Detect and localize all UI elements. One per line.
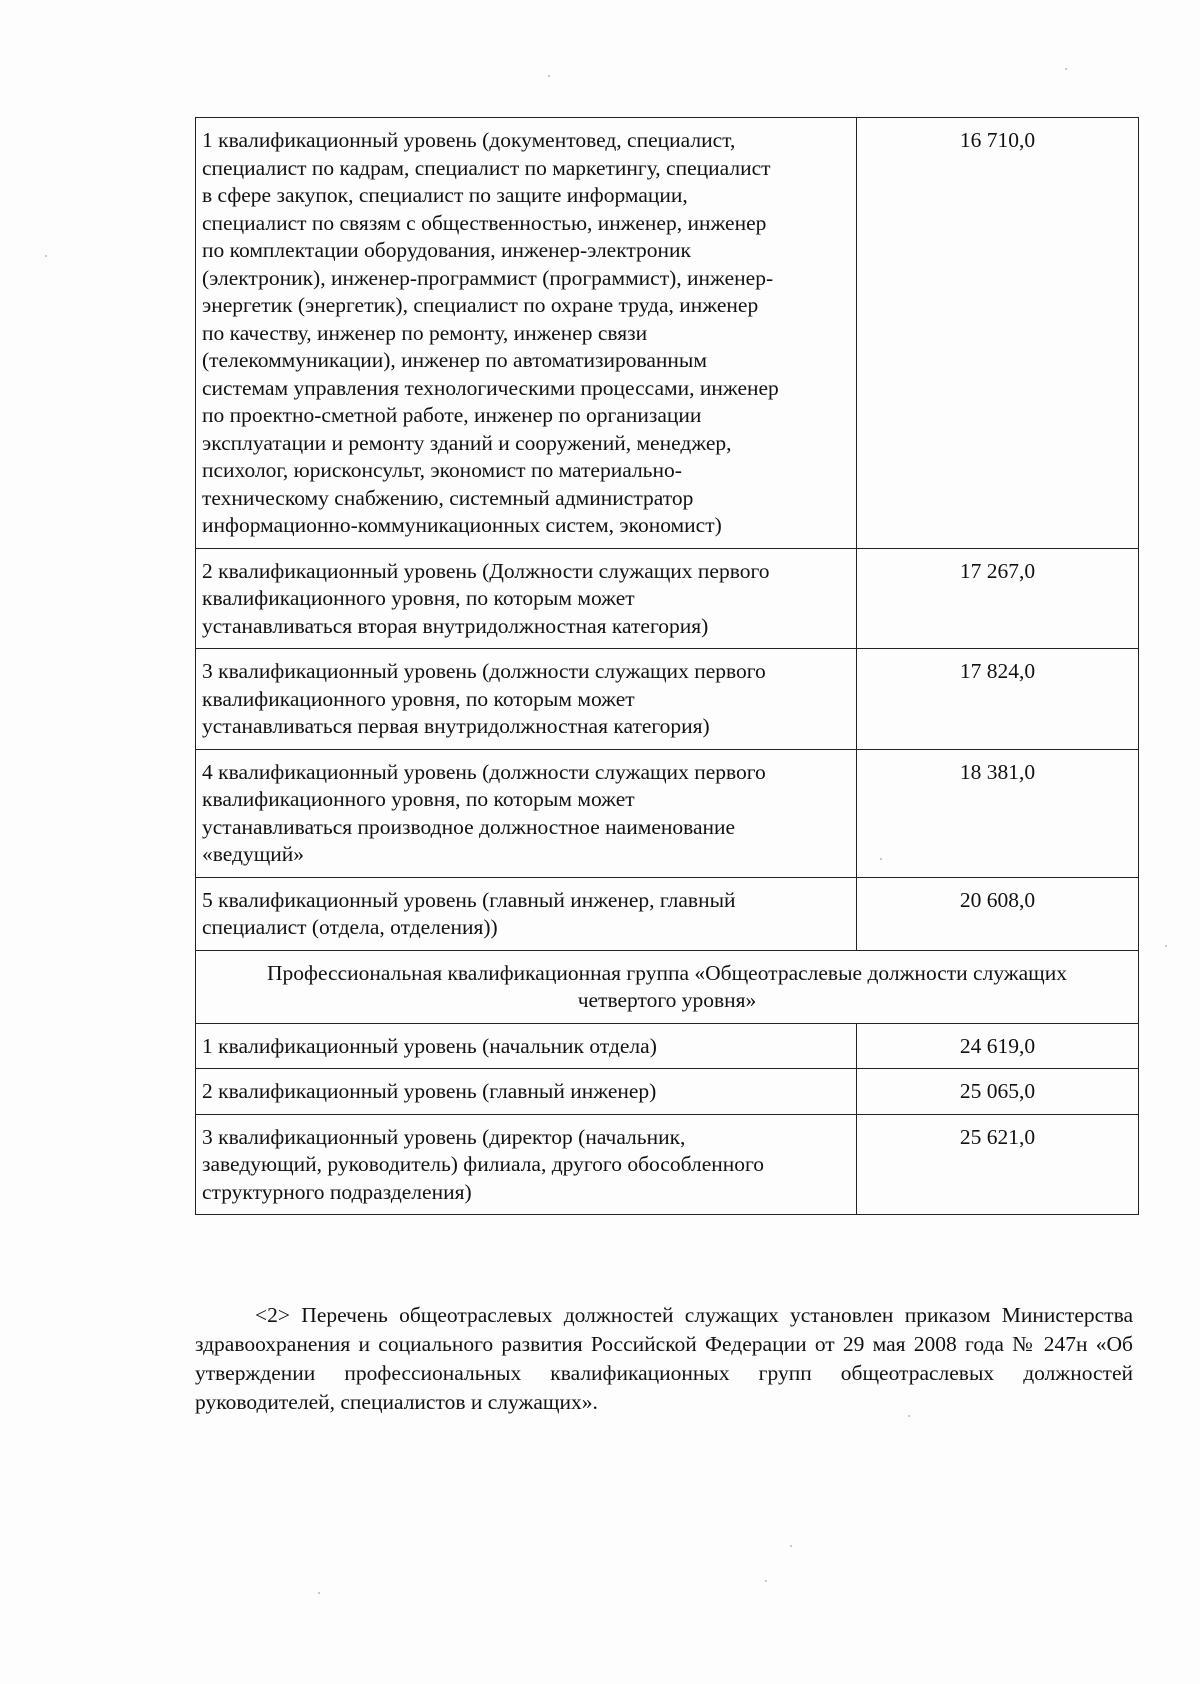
table-row (196, 1023, 1139, 1069)
qualification-level-name: 3 квалификационный уровень (должности служащих первого квалификационного уровня, по которым может устанавливаться первая внутридолжностная категория) (196, 649, 857, 750)
scan-speck (908, 1415, 910, 1417)
salary-value: 25 065,0 (857, 1069, 1139, 1115)
qualification-level-name: 2 квалификационный уровень (Должности служащих первого квалификационного уровня, по которым может устанавливаться вторая внутридолжностная категория) (196, 548, 857, 649)
footnote-text: <2> Перечень общеотраслевых должностей служащих установлен приказом Министерства здравоохранения и социального развития Российской Федерации от 29 мая 2008 года № 247н «Об утверждении профессиональных квалификационных групп общеотраслевых должностей руководителей, специалистов и служащих». (195, 1302, 1133, 1414)
qualification-level-name: 2 квалификационный уровень (главный инженер) (196, 1069, 857, 1115)
scan-speck (548, 75, 550, 77)
scan-speck (1065, 68, 1067, 70)
salary-value: 17 824,0 (857, 649, 1139, 750)
table-row (196, 649, 1139, 750)
salary-table (195, 117, 1139, 1215)
qualification-level-name: 3 квалификационный уровень (директор (начальник, заведующий, руководитель) филиала, другого обособленного структурного подразделения) (196, 1114, 857, 1215)
scan-speck (880, 858, 882, 860)
salary-value: 25 621,0 (857, 1114, 1139, 1215)
group-header-row (196, 950, 1139, 1023)
scan-speck (765, 1580, 767, 1582)
salary-value: 18 381,0 (857, 749, 1139, 877)
scan-speck (45, 255, 47, 257)
scan-speck (1165, 945, 1167, 947)
qualification-level-name: 5 квалификационный уровень (главный инженер, главный специалист (отдела, отделения)) (196, 877, 857, 950)
scan-speck (790, 1545, 792, 1547)
table-row (196, 1114, 1139, 1215)
table-row (196, 548, 1139, 649)
table-row (196, 877, 1139, 950)
qualification-level-name: 1 квалификационный уровень (начальник отдела) (196, 1023, 857, 1069)
salary-value: 16 710,0 (857, 118, 1139, 549)
qualification-level-name: 4 квалификационный уровень (должности служащих первого квалификационного уровня, по которым может устанавливаться производное должностное наименование «ведущий» (196, 749, 857, 877)
professional-group-header: Профессиональная квалификационная группа «Общеотраслевые должности служащих четвертого уровня» (196, 950, 1139, 1023)
salary-value: 20 608,0 (857, 877, 1139, 950)
scan-speck (318, 1592, 320, 1594)
table-row (196, 118, 1139, 549)
qualification-level-name: 1 квалификационный уровень (документовед, специалист, специалист по кадрам, специалист по маркетингу, специалист в сфере закупок, специалист по защите информации, специалист по связям с общественностью, инженер, инженер по комплектации оборудования, инженер-электроник (электроник), инженер-программист (программист), инженер- энергетик (энергетик), специалист по охране труда, инженер по качеству, инженер по ремонту, инженер связи (телекоммуникации), инженер по автоматизированным системам управления технологическими процессами, инженер по проектно-сметной работе, инженер по организации эксплуатации и ремонту зданий и сооружений, менеджер, психолог, юрисконсульт, экономист по материально- техническому снабжению, системный администратор информационно-коммуникационных систем, экономист) (196, 118, 857, 549)
table-row (196, 1069, 1139, 1115)
salary-value: 24 619,0 (857, 1023, 1139, 1069)
salary-value: 17 267,0 (857, 548, 1139, 649)
table-row (196, 749, 1139, 877)
